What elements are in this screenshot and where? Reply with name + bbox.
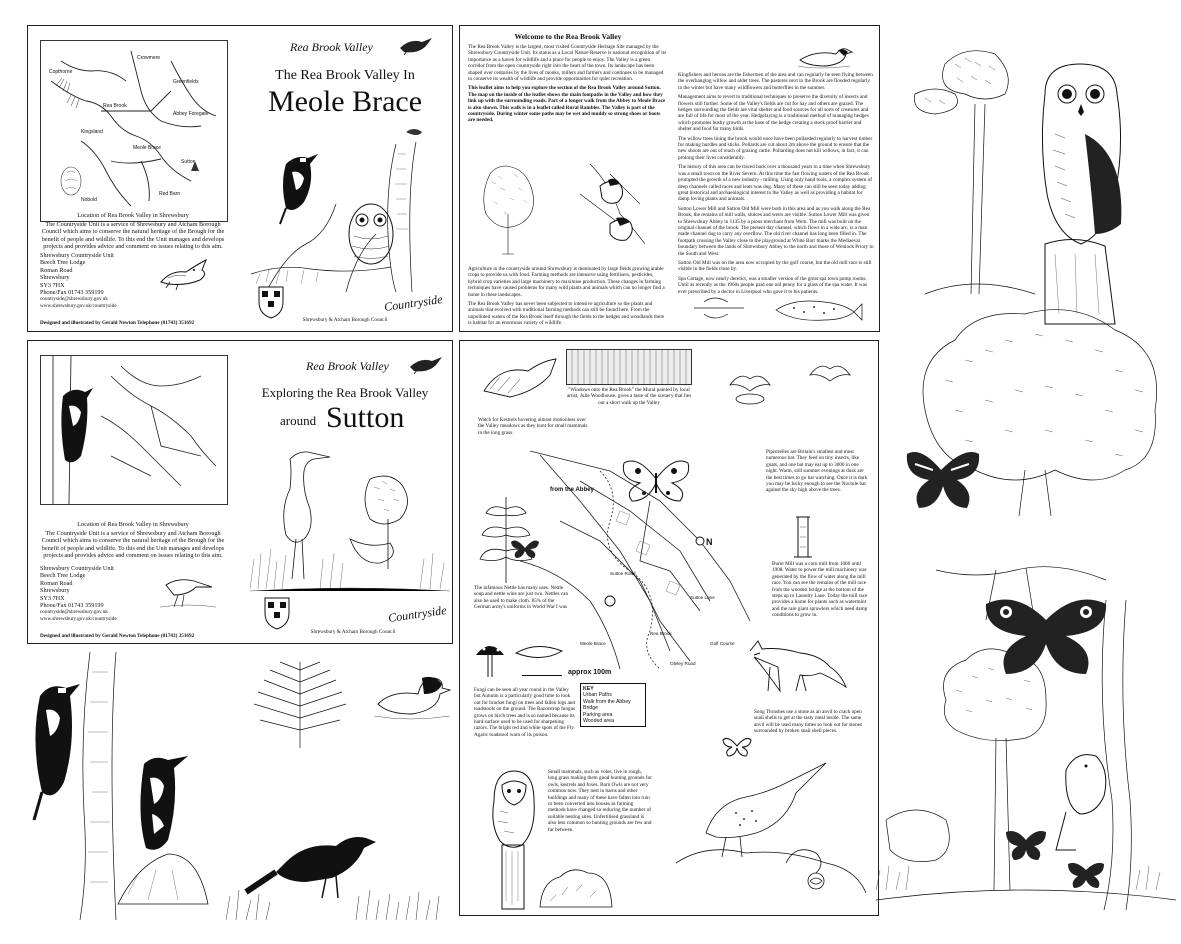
address-line: SY3 7HX [40, 281, 65, 289]
map-road-label: Oteley Road [670, 661, 696, 666]
map-label-greenfields: Greenfields [173, 79, 199, 85]
location-map [40, 355, 228, 505]
song-thrush-text: Song Thrushes use a stone as an anvil to crack open snail shells to get at the tasty meal inside. The same anvil will be used many times so look out for stones surrounded by broken snail shell pieces. [754, 709, 863, 735]
tawny-owl-pine-illustration [895, 34, 1165, 334]
song-thrush-scene [666, 753, 866, 903]
council-name: Shrewsbury & Atcham Borough Council [310, 629, 396, 635]
phone-line: Phone/Fax 01743 359199 [40, 602, 104, 610]
welcome-paragraph: The history of this area can be traced back over a thousand years to a time when Shrewsbury was a small town on the River Severn. At this time the fast flowing waters of the Rea Brook prompted the growth of a new industry - milling. Using only hand tools, a complex system of deep channels called races and leats was dug. Many of these can still be seen today adding great historical and archaeological interest to the Valley as well as providing a habitat for damp loving plants and animals. [678, 164, 872, 203]
map-label-sutton: Sutton [181, 159, 196, 165]
map-label-rea-brook: Rea Brook [103, 103, 127, 109]
barn-owl-illustration [474, 761, 544, 911]
map-label-nobold: Nobold [81, 197, 97, 203]
trees-birds-illustration [470, 154, 670, 260]
horsetail-illustration [240, 660, 360, 750]
nettle-text: The infamous Nettle has many uses. Nettle soup and nettle wine are just two. Nettles can also be used to make cloth. 85% of the German army's uniforms in World War I was [474, 585, 569, 611]
small-butterfly-illustration [510, 537, 540, 559]
welcome-heading: Welcome to the Rea Brook Valley [514, 32, 622, 41]
mural-caption: "Windows onto the Rea Brook" the Mural painted by local artist, Julie Woodhouse, gives a taste of the scenery that lies out a short walk up the Valley [566, 387, 692, 406]
meole-brace-cover [27, 25, 453, 332]
kingfisher-icon [398, 34, 434, 56]
map-caption: Location of Rea Brook Valley in Shrewsbury [77, 212, 189, 219]
welcome-paragraph: Management aims to revert to traditional techniques to preserve the diversity of insects and flowers still further. Some of the Valley's fields are cut for hay and others are grazed. The hedges surrounding the fields are vital shelter and food sources for all sorts of creatures and are full of life for most of the year. Hedgelaying is a traditional method of managing hedges which promotes bushy growth at the base of the hedge creating a stock proof barrier and shelter and food for many birds. [678, 94, 869, 133]
address-line: Shrewsbury [40, 587, 70, 595]
map-key [580, 683, 646, 727]
address-line: Roman Road [40, 579, 73, 587]
series-title: Rea Brook Valley [290, 40, 373, 54]
countryside-logo: Countryside [383, 291, 444, 315]
map-caption: Location of Rea Brook Valley in Shrewsbury [77, 521, 189, 528]
map-road-label: Rea Brook [650, 631, 672, 636]
burnt-mill-text: Burnt Mill was a corn mill from 1066 until 1908. Water to power the mill machinery was generated by the flow of water along the mill race. You can see the remains of the mill race from the wooden bridge at the bottom of the steps up to Laundry Lane. Today the mill race provides a home for plants such as watermint and the rare giant sprawlers which need damp conditions to grow in. [772, 561, 868, 619]
title-main: Sutton [326, 401, 405, 434]
countryside-logo: Countryside [387, 602, 448, 626]
welcome-column-2 [678, 72, 874, 298]
bats-illustration [720, 355, 870, 405]
welcome-paragraph: Kingfishers and herons are the fishermen of the area and can regularly be seen flying between the overhanging willow and alder trees. The pastures next to the Brook are flooded regularly in the winter but have many wildflowers and butterflies in the summer. [678, 72, 873, 91]
address-line: Shrewsbury Countryside Unit [40, 565, 114, 572]
countryside-unit-blurb: The Countryside Unit is a service of Shrewsbury and Atcham Borough Council which aims to conserve the natural heritage of the Brough for the benefit of people and wildlife. To this end the Unit manages and develops projects and provides advice and comment on issues relating to this aim. [41, 221, 225, 251]
welcome-paragraph: The willow trees lining the brook would once have been pollarded regularly to harvest timber for making hurdles and sticks. Pollards are cut about 2m above the ground to ensure that the new shoots are out of reach of grazing cattle. Pollarding does not kill willows, in fact, it can prolong their lives considerably. [678, 135, 873, 161]
dragonfly-trout-illustration [684, 288, 864, 328]
map-road-label: Meole Brace [580, 641, 606, 646]
welcome-paragraph: Sutton Old Mill was on the area now occupied by the golf course, but the old mill race is still visible in the fields close by. [678, 259, 872, 273]
address-line: Shrewsbury [40, 274, 70, 282]
title-main: Meole Brace [267, 85, 423, 118]
wren-illustration [156, 252, 216, 292]
welcome-paragraph: The Rea Brook Valley is the largest, most visited Countryside Heritage Site managed by the Shrewsbury Countryside Unit. Its status as a Local Nature Reserve is national recognition of its importance as a haven for wildlife and a place for people to enjoy. The Valley is a green corridor from the open countryside right into the heart of the town. Its landscape has been shaped over centuries by the lives of monks, millers and farmers and continues to be managed to conserve its wealth of wildlife and provide opportunities for quiet recreation. [468, 44, 667, 83]
phone-line: Phone/Fax 01743 359199 [40, 289, 104, 297]
kestrels-text: Watch for Kestrels hovering almost motionless over the Valley meadows as they hunt for small mammals in the long grass. [478, 417, 588, 436]
woodpecker-on-stump [108, 754, 218, 914]
countryside-unit-blurb: The Countryside Unit is a service of Shrewsbury and Atcham Borough Council which aims to conserve the natural heritage of the Brough for the benefit of people and wildlife. To this end the Unit manages and develops projects and provides advice and comment on issues relating to this aim. [41, 530, 225, 560]
address-line: SY3 7HX [40, 594, 65, 602]
map-label-crowmere: Crowmere [137, 55, 161, 61]
bush-illustration [536, 861, 616, 911]
contact-address [40, 565, 160, 622]
website-line: www.shrewsbury.gov.uk/countryside [40, 302, 117, 309]
title-around: around [280, 413, 317, 428]
mural-image [566, 349, 692, 385]
council-crest [256, 284, 286, 320]
address-line: Shrewsbury Countryside Unit [40, 252, 114, 259]
location-map-drawing [41, 41, 227, 221]
key-item: Bridge [583, 705, 598, 712]
kestrel-illustration [480, 351, 560, 411]
contact-address [40, 252, 160, 309]
heron-small-illustration [158, 565, 218, 609]
woodpecker-owl-scene [246, 124, 446, 294]
location-map [40, 40, 228, 222]
mallard-illustration [796, 40, 854, 70]
council-crest [262, 595, 292, 631]
map-label-meole-brace: Meole Brace [133, 145, 162, 151]
title-pre: The Rea Brook Valley In [275, 68, 415, 83]
barn-owl-text: Small mammals, such as voles, live in rough, long grass making them good hunting grounds for owls, kestrels and foxes. Barn Owls are not very common now. They nest in barns and other buildings and many of these have fallen into ruin or been converted into houses as farming methods have changed so reducing the number of suitable nesting sites. Unfertilised grassland is also less common so hunting grounds are few and far between. [548, 769, 652, 833]
key-item: Parking area [583, 711, 613, 718]
fox-illustration [740, 633, 850, 693]
map-road-label: Sutton Road [610, 571, 636, 576]
fungi-text: Fungi can be seen all year round in the Valley but Autumn is a particularly good time to look out for bracket fungi on trees and fallen logs and toadstools on the ground. The Razorstrop fungus grows on birch trees and is so named because its hard surface used to be used for sharpening razors. The bright red and white spots of the Fly Agaric toadstool warn of its poison. [474, 687, 576, 738]
key-item: Wooded area [583, 718, 615, 725]
key-item: Urban Paths [583, 692, 612, 699]
key-title: KEY [583, 686, 594, 692]
location-map-drawing [41, 356, 227, 504]
from-abbey-label: from the Abbey [550, 487, 594, 493]
email-line: countryside@shrewsbury.gov.uk [40, 609, 108, 616]
welcome-paragraph: Agriculture in the countryside around Shrewsbury is dominated by large fields growing arable crops to provide us with food. Farming methods are intensive using fertilisers, pesticides, hybrid crop varieties and large machinery to maximise production. These changes in farming techniques have caused problems for many wild plants and animals which can no longer find a home in these landscapes. [468, 266, 665, 298]
welcome-paragraph: Spa Cottage, now nearly derelict, was a smaller version of the great spa town pump rooms. Until as recently as the 1960s people paid one old penny for a glass of the spa water. It was ever prescribed by a doctor in Liverpool who gave it to his patients. [678, 275, 868, 295]
mill-chimney-illustration [790, 507, 816, 561]
oak-tree-illustration [905, 290, 1175, 520]
map-road-label: Sutton Lane [690, 595, 715, 600]
welcome-column-1-lower [468, 266, 668, 330]
heron-scene [250, 439, 450, 599]
welcome-paragraph: Sutton Lower Mill and Sutton Old Mill were both in this area and as you walk along the Rea Brook, the remains of mill walls, sluices and weirs are visible. Sutton Lower Mill was given to Shrewsbury Abbey in 1135 by a pious merchant from Wem. The mill was built on the original channel of the brook. The present day channel, which flows in a wide arc, is a man made channel dug to carry any overflow. The old river channel has long been filled in. The footpath crossing the Valley close to the playground at White Barr marks the Mediaeval boundary between the lands of Shrewsbury Abbey to the north and those of Wenlock Priory to the South and West. [678, 205, 874, 257]
scale-label: approx 100m [568, 669, 612, 676]
north-arrow: N [706, 537, 713, 547]
website-line: www.shrewsbury.gov.uk/countryside [40, 615, 117, 622]
welcome-paragraph: The Rea Brook Valley has never been subjected to intensive agriculture so the plants and animals that evolved with traditional farming methods can still be found here. From the unpolluted waters of the Rea Brook itself through the fields to the hedges and woodlands there is habitat for an enormous variety of wildlife. [468, 301, 665, 327]
map-label-abbey-foregate: Abbey Foregate [173, 111, 209, 117]
design-credit: Designed and illustrated by Gerald Newton Telephone (01743) 351692 [40, 633, 195, 639]
title-pre: Exploring the Rea Brook Valley [261, 385, 429, 400]
map-road-label: Golf Course [710, 641, 735, 646]
welcome-panel [459, 25, 880, 332]
welcome-column-1 [468, 44, 668, 127]
kingfisher-icon [408, 353, 444, 375]
sutton-cover [27, 340, 453, 644]
pipistrelles-text: Pipistrelles are Britain's smallest and most numerous bat. They feed on tiny insects, like gnats, and one bat may eat up to 3000 in one night. Warm, still summer evenings at dusk are the best times to go bat watching. Once it is dark you may be lucky enough to see the Noctule bat against the sky high above the trees. [766, 449, 868, 494]
email-line: countryside@shrewsbury.gov.uk [40, 296, 108, 303]
key-item: Walk from the Abbey [583, 698, 631, 705]
inner-map-panel [459, 340, 879, 916]
scale-bar [522, 675, 562, 676]
address-line: Beech Tree Lodge [40, 572, 86, 580]
design-credit: Designed and illustrated by Gerald Newton Telephone (01743) 351692 [40, 320, 195, 326]
map-label-red-barn: Red Barn [159, 191, 181, 197]
woodland-robin-scene [876, 560, 1176, 920]
map-label-kingsland: Kingsland [81, 129, 103, 135]
welcome-paragraph: This leaflet aims to help you explore the section of the Rea Brook Valley around Sutton. The map on the inside of the leaflet shows the main footpaths in the Valley and how they link up with the surrounding roads. Part of a longer walk from the Abbey to Meole Brace is also shown. This walk is in a leaflet called Rural Rambles. The Valley is part of the countryside. During winter some paths may be wet and muddy so strong shoes or boots are needed. [468, 85, 666, 124]
council-name: Shrewsbury & Atcham Borough Council [302, 317, 388, 323]
address-line: Beech Tree Lodge [40, 259, 86, 267]
blackbird-grass-illustration [226, 812, 446, 922]
address-line: Roman Road [40, 266, 73, 274]
mallard-drake-illustration [372, 664, 452, 724]
series-title: Rea Brook Valley [306, 359, 389, 373]
map-label-copthorne: Copthorne [49, 69, 73, 75]
